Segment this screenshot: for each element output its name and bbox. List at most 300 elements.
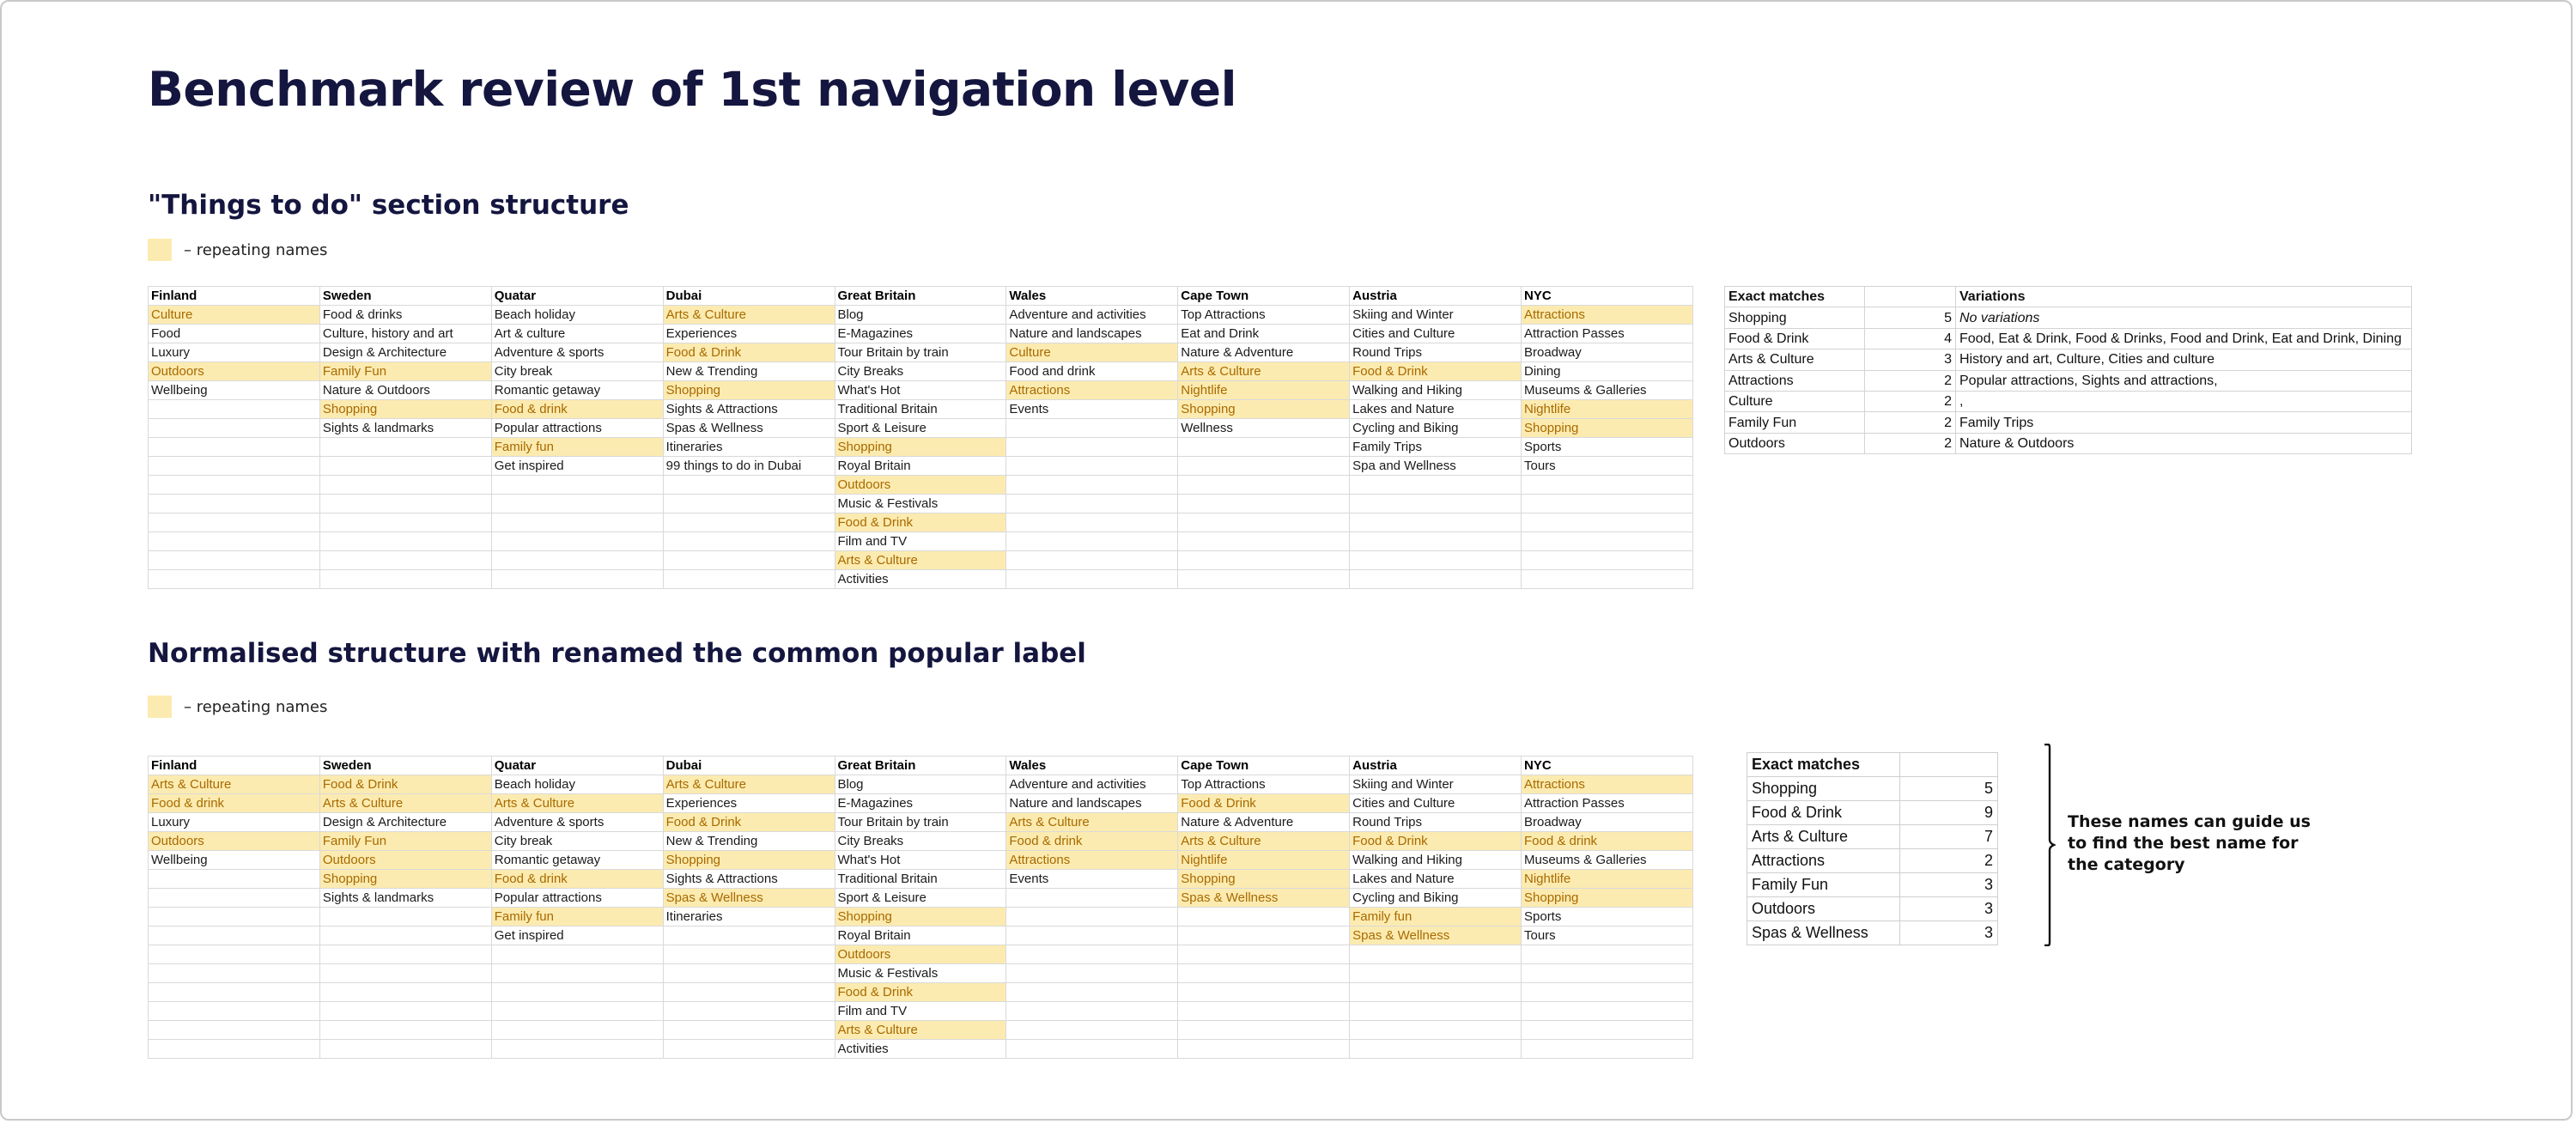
table-cell (663, 1021, 835, 1040)
table-cell: Arts & Culture (663, 775, 835, 794)
table-cell (1350, 1021, 1522, 1040)
table-cell (1522, 551, 1693, 570)
table-cell: Shopping (835, 908, 1006, 927)
table-row (1747, 825, 1998, 849)
table-cell (319, 1002, 491, 1021)
table-cell: Broadway (1522, 343, 1693, 362)
column-header: Austria (1350, 287, 1522, 306)
table-row (149, 532, 1693, 551)
table-cell: Attractions (1522, 306, 1693, 325)
match-count: 2 (1900, 849, 1998, 873)
table-cell: Wellness (1178, 419, 1350, 438)
table-cell (663, 983, 835, 1002)
table-cell (1178, 476, 1350, 495)
table-cell (1350, 945, 1522, 964)
table-cell: Food & drink (149, 794, 320, 813)
table-cell (491, 1021, 663, 1040)
table-row (1747, 873, 1998, 897)
table-row (149, 832, 1693, 851)
table-row (1725, 391, 2412, 411)
table-cell (1006, 983, 1178, 1002)
table-cell: Food & Drink (1350, 832, 1522, 851)
table-cell (1178, 532, 1350, 551)
table-cell: Sports (1522, 438, 1693, 457)
table-row (149, 945, 1693, 964)
table-cell: Outdoors (835, 945, 1006, 964)
table-cell (491, 532, 663, 551)
table-cell (149, 889, 320, 908)
legend-2 (148, 696, 327, 718)
table-cell: Walking and Hiking (1350, 381, 1522, 400)
table-row (149, 476, 1693, 495)
table-cell (1522, 945, 1693, 964)
table-row (149, 889, 1693, 908)
table-cell (149, 438, 320, 457)
table-cell: Shopping (319, 870, 491, 889)
exact-matches-table (1724, 286, 2412, 454)
table-cell (1522, 1021, 1693, 1040)
table-cell: Shopping (663, 851, 835, 870)
table-cell: Museums & Galleries (1522, 381, 1693, 400)
table-cell (1178, 964, 1350, 983)
table-row (149, 794, 1693, 813)
table-cell (149, 945, 320, 964)
table-cell (663, 1040, 835, 1059)
table-cell (319, 513, 491, 532)
table-cell: Nature and landscapes (1006, 325, 1178, 343)
table-cell: Spas & Wellness (1350, 927, 1522, 945)
table-cell: Culture (149, 306, 320, 325)
table-cell: Outdoors (835, 476, 1006, 495)
table-row (1747, 801, 1998, 825)
table-cell: Arts & Culture (1006, 813, 1178, 832)
table-cell: Experiences (663, 794, 835, 813)
match-count: 4 (1865, 328, 1956, 349)
table-cell: Sport & Leisure (835, 889, 1006, 908)
table-cell: Food & drink (491, 870, 663, 889)
table-cell: Itineraries (663, 438, 835, 457)
table-cell: Round Trips (1350, 343, 1522, 362)
table-row (149, 513, 1693, 532)
table-cell (1178, 513, 1350, 532)
table-cell (1178, 495, 1350, 513)
table-cell: Cities and Culture (1350, 325, 1522, 343)
table-cell (491, 495, 663, 513)
match-label: Food & Drink (1725, 328, 1865, 349)
table-cell: Food & drink (1006, 832, 1178, 851)
match-label: Outdoors (1725, 433, 1865, 453)
table-cell: Shopping (1178, 400, 1350, 419)
bracket-icon (2044, 744, 2056, 946)
table-cell (663, 476, 835, 495)
table-cell: Get inspired (491, 457, 663, 476)
things-to-do-table (148, 286, 1693, 589)
table-row (1725, 370, 2412, 391)
table-row (149, 813, 1693, 832)
column-header: NYC (1522, 287, 1693, 306)
table-cell: Shopping (1522, 889, 1693, 908)
table-cell (319, 983, 491, 1002)
column-header: Austria (1350, 756, 1522, 775)
match-count: 2 (1865, 412, 1956, 433)
table-cell: Sights & landmarks (319, 889, 491, 908)
table-row (149, 908, 1693, 927)
table-cell: Nightlife (1522, 400, 1693, 419)
table-cell: 99 things to do in Dubai (663, 457, 835, 476)
table-cell: Film and TV (835, 532, 1006, 551)
table-cell (1006, 438, 1178, 457)
table-cell: Royal Britain (835, 927, 1006, 945)
table-cell (1350, 570, 1522, 589)
table-cell: Tours (1522, 457, 1693, 476)
table-row (149, 419, 1693, 438)
table-cell: Shopping (1178, 870, 1350, 889)
table-cell (663, 570, 835, 589)
table-cell (1006, 1021, 1178, 1040)
table-cell: Dining (1522, 362, 1693, 381)
table-cell: Activities (835, 1040, 1006, 1059)
normalised-exact-matches-table (1747, 752, 1998, 945)
table-cell: What's Hot (835, 851, 1006, 870)
table-row (149, 306, 1693, 325)
table-cell (1006, 945, 1178, 964)
table-cell (319, 927, 491, 945)
table-row (1747, 921, 1998, 945)
column-header: Quatar (491, 756, 663, 775)
table-cell (1178, 945, 1350, 964)
table-cell: Family Fun (319, 362, 491, 381)
table-cell (149, 400, 320, 419)
column-header: Cape Town (1178, 287, 1350, 306)
table-cell (1350, 983, 1522, 1002)
match-count: 9 (1900, 801, 1998, 825)
table-cell (1522, 495, 1693, 513)
header-row (149, 287, 1693, 306)
table-cell: Food & Drink (319, 775, 491, 794)
table-cell (1006, 495, 1178, 513)
table-cell: Food & Drink (835, 513, 1006, 532)
table-cell: Top Attractions (1178, 306, 1350, 325)
column-header: Sweden (319, 287, 491, 306)
table-cell (1350, 1040, 1522, 1059)
table-cell: Arts & Culture (1178, 362, 1350, 381)
table-row (1725, 433, 2412, 453)
table-cell: Nature & Adventure (1178, 343, 1350, 362)
table-cell (491, 1040, 663, 1059)
table-cell (319, 457, 491, 476)
match-count: 2 (1865, 433, 1956, 453)
table-cell: Food and drink (1006, 362, 1178, 381)
table-row (149, 343, 1693, 362)
table-cell (663, 495, 835, 513)
table-cell: Arts & Culture (835, 551, 1006, 570)
table-cell (1006, 513, 1178, 532)
table-cell (663, 532, 835, 551)
table-cell: Tour Britain by train (835, 813, 1006, 832)
table-cell: Get inspired (491, 927, 663, 945)
table-cell: Food & Drink (835, 983, 1006, 1002)
table-cell: Sights & Attractions (663, 400, 835, 419)
table-cell: Tours (1522, 927, 1693, 945)
table-cell: Art & culture (491, 325, 663, 343)
table-cell: Round Trips (1350, 813, 1522, 832)
table-row (149, 870, 1693, 889)
table-cell: Design & Architecture (319, 813, 491, 832)
table-cell: Spa and Wellness (1350, 457, 1522, 476)
table-cell (319, 570, 491, 589)
table-cell: Music & Festivals (835, 495, 1006, 513)
table-cell (1178, 1002, 1350, 1021)
table-cell: Sights & Attractions (663, 870, 835, 889)
match-label: Shopping (1725, 307, 1865, 328)
table-row (149, 1040, 1693, 1059)
table-cell (149, 419, 320, 438)
table-cell: Food & drinks (319, 306, 491, 325)
match-variations: History and art, Culture, Cities and culture (1956, 349, 2412, 370)
table-row (149, 325, 1693, 343)
table-cell: Attractions (1522, 775, 1693, 794)
match-count: 2 (1865, 370, 1956, 391)
table-cell: Cities and Culture (1350, 794, 1522, 813)
table-cell: City Breaks (835, 832, 1006, 851)
table-cell: Events (1006, 400, 1178, 419)
table-cell (149, 495, 320, 513)
table-cell (1350, 513, 1522, 532)
table-cell (663, 513, 835, 532)
match-variations: Family Trips (1956, 412, 2412, 433)
table-cell: What's Hot (835, 381, 1006, 400)
table-cell: Spas & Wellness (663, 419, 835, 438)
table-cell (1522, 532, 1693, 551)
match-variations: No variations (1956, 307, 2412, 328)
table-cell: Food & Drink (663, 813, 835, 832)
table-row (1725, 349, 2412, 370)
table-cell: Arts & Culture (319, 794, 491, 813)
table-cell (1006, 551, 1178, 570)
table-cell (1006, 908, 1178, 927)
table-cell: Food (149, 325, 320, 343)
table-cell: New & Trending (663, 832, 835, 851)
table-cell: Nature & Adventure (1178, 813, 1350, 832)
table-cell: Spas & Wellness (1178, 889, 1350, 908)
guidance-note: These names can guide us to find the best name for the category (2068, 812, 2311, 874)
table-cell (1522, 983, 1693, 1002)
column-header: Finland (149, 756, 320, 775)
table-cell: Spas & Wellness (663, 889, 835, 908)
table-cell (1006, 532, 1178, 551)
table-row (149, 400, 1693, 419)
table-cell: Shopping (663, 381, 835, 400)
table-cell (149, 1002, 320, 1021)
legend-label: – repeating names (184, 240, 328, 259)
table-row (149, 570, 1693, 589)
match-count: 3 (1865, 349, 1956, 370)
table-cell (663, 927, 835, 945)
header-row (149, 756, 1693, 775)
table-cell (1006, 1040, 1178, 1059)
table-cell: Romantic getaway (491, 381, 663, 400)
table-cell: Walking and Hiking (1350, 851, 1522, 870)
table-cell: Adventure & sports (491, 343, 663, 362)
table-cell: Traditional Britain (835, 400, 1006, 419)
table-cell (149, 1040, 320, 1059)
table-cell (663, 964, 835, 983)
table-cell: Arts & Culture (149, 775, 320, 794)
match-label: Outdoors (1747, 897, 1900, 921)
table-cell: Music & Festivals (835, 964, 1006, 983)
table-cell: Shopping (1522, 419, 1693, 438)
table-row (149, 438, 1693, 457)
table-cell: Itineraries (663, 908, 835, 927)
table-cell (149, 570, 320, 589)
table-cell (319, 495, 491, 513)
table-row (149, 1021, 1693, 1040)
table-cell: Adventure and activities (1006, 306, 1178, 325)
match-count: 7 (1900, 825, 1998, 849)
table-cell: Beach holiday (491, 775, 663, 794)
table-cell: Family Trips (1350, 438, 1522, 457)
match-variations: , (1956, 391, 2412, 411)
column-header: Great Britain (835, 756, 1006, 775)
table-row (149, 983, 1693, 1002)
table-cell: Sports (1522, 908, 1693, 927)
table-cell (319, 1040, 491, 1059)
header-row (1725, 287, 2412, 307)
table-cell: New & Trending (663, 362, 835, 381)
table-cell (1006, 457, 1178, 476)
table-cell: Nature and landscapes (1006, 794, 1178, 813)
column-header: Quatar (491, 287, 663, 306)
table-cell (1006, 419, 1178, 438)
table-cell (319, 476, 491, 495)
table-cell: Lakes and Nature (1350, 400, 1522, 419)
table-cell: Arts & Culture (491, 794, 663, 813)
legend-label: – repeating names (184, 697, 328, 716)
table-cell: Museums & Galleries (1522, 851, 1693, 870)
table-cell: Food & Drink (663, 343, 835, 362)
table-cell: Shopping (319, 400, 491, 419)
table-cell: Popular attractions (491, 419, 663, 438)
table-row (1747, 849, 1998, 873)
table-cell: Arts & Culture (1178, 832, 1350, 851)
table-cell (491, 551, 663, 570)
table-row (1725, 328, 2412, 349)
table-row (149, 457, 1693, 476)
table-cell (1350, 532, 1522, 551)
table-cell (1522, 964, 1693, 983)
table-cell: Food & drink (1522, 832, 1693, 851)
table-cell (1522, 570, 1693, 589)
table-cell: Outdoors (149, 832, 320, 851)
table-cell: Wellbeing (149, 851, 320, 870)
table-row (149, 775, 1693, 794)
table-cell (491, 1002, 663, 1021)
table-cell (1522, 476, 1693, 495)
table-cell: Attraction Passes (1522, 794, 1693, 813)
column-header: Sweden (319, 756, 491, 775)
table-cell: Broadway (1522, 813, 1693, 832)
table-cell: Cycling and Biking (1350, 419, 1522, 438)
table-row (149, 381, 1693, 400)
table-row (149, 851, 1693, 870)
table-cell (149, 476, 320, 495)
table-cell (491, 570, 663, 589)
table-cell: Adventure and activities (1006, 775, 1178, 794)
table-row (1725, 307, 2412, 328)
table-cell (1006, 476, 1178, 495)
table-cell (1350, 1002, 1522, 1021)
table-cell (663, 1002, 835, 1021)
table-cell: Film and TV (835, 1002, 1006, 1021)
match-count: 3 (1900, 873, 1998, 897)
column-header: Exact matches (1725, 287, 1865, 307)
table-cell: Experiences (663, 325, 835, 343)
table-cell (149, 513, 320, 532)
table-cell (149, 908, 320, 927)
table-cell: Nightlife (1522, 870, 1693, 889)
table-cell (1350, 964, 1522, 983)
column-header: NYC (1522, 756, 1693, 775)
table-cell (1350, 551, 1522, 570)
table-cell (1006, 927, 1178, 945)
legend-swatch (148, 239, 172, 261)
table-cell: Lakes and Nature (1350, 870, 1522, 889)
column-header: Dubai (663, 287, 835, 306)
match-count: 3 (1900, 897, 1998, 921)
table-cell (1350, 495, 1522, 513)
table-cell: Outdoors (319, 851, 491, 870)
table-cell: Food & Drink (1178, 794, 1350, 813)
table-cell: City break (491, 362, 663, 381)
table-cell (149, 964, 320, 983)
table-cell (1178, 457, 1350, 476)
table-cell (1522, 513, 1693, 532)
table-cell: Adventure & sports (491, 813, 663, 832)
table-row (1725, 412, 2412, 433)
table-cell: City break (491, 832, 663, 851)
table-cell: Family fun (491, 908, 663, 927)
table-cell: Nature & Outdoors (319, 381, 491, 400)
table-row (149, 495, 1693, 513)
table-cell: Food & drink (491, 400, 663, 419)
table-cell (149, 551, 320, 570)
table-cell: Royal Britain (835, 457, 1006, 476)
table-cell: Beach holiday (491, 306, 663, 325)
table-cell (1178, 927, 1350, 945)
table-cell: Luxury (149, 343, 320, 362)
header-row (1747, 753, 1998, 777)
table-cell (149, 1021, 320, 1040)
table-cell (1350, 476, 1522, 495)
column-header: Wales (1006, 756, 1178, 775)
section-title-things-to-do: "Things to do" section structure (148, 190, 629, 221)
table-cell (149, 532, 320, 551)
table-cell (1178, 1021, 1350, 1040)
table-cell: City Breaks (835, 362, 1006, 381)
table-cell: Nightlife (1178, 851, 1350, 870)
table-cell (319, 438, 491, 457)
match-label: Arts & Culture (1747, 825, 1900, 849)
table-cell: Romantic getaway (491, 851, 663, 870)
table-cell: Shopping (835, 438, 1006, 457)
match-label: Shopping (1747, 777, 1900, 801)
table-cell (1178, 551, 1350, 570)
table-cell: Family Fun (319, 832, 491, 851)
column-header (1900, 753, 1998, 777)
table-cell (319, 908, 491, 927)
table-cell: Arts & Culture (663, 306, 835, 325)
table-cell: Activities (835, 570, 1006, 589)
